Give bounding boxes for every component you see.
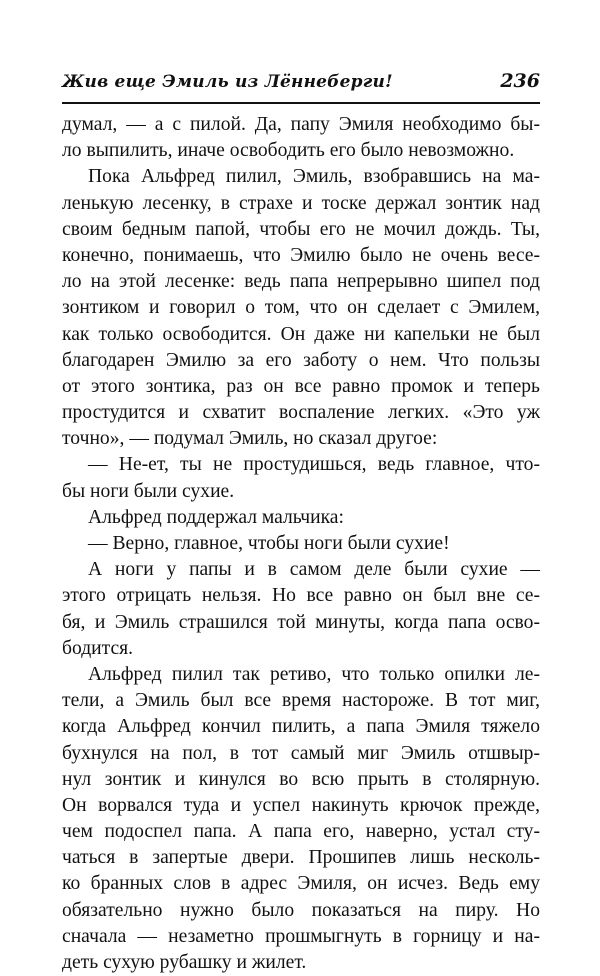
text-line: деть сухую рубашку и жилет. <box>62 952 307 973</box>
text-line: ло выпилить, иначе освободить его было невозможно. <box>62 140 515 162</box>
text-line: простудится и схватит воспаление легких. «Это уж <box>62 402 540 424</box>
text-line: сначала — незаметно прошмыгнуть в горницу и на- <box>62 925 540 947</box>
text-line: — Верно, главное, чтобы ноги были сухие! <box>88 533 450 554</box>
text-line: думал, — а с пилой. Да, папу Эмиля необходимо бы- <box>62 114 540 135</box>
text-line: тели, а Эмиль был все время настороже. В тот миг, <box>62 690 540 712</box>
text-line: чаться в запертые двери. Прошипев лишь несколь- <box>62 847 540 869</box>
body-text <box>62 112 540 976</box>
text-line: от этого зонтика, раз он все равно промок и теперь <box>62 375 540 397</box>
text-line: бухнулся на пол, в тот самый миг Эмиль отшвыр- <box>62 742 540 764</box>
text-line: зонтиком и говорил о том, что он сделает с Эмилем, <box>62 297 540 319</box>
text-line: когда Альфред кончил пилить, а папа Эмиля тяжело <box>62 716 540 738</box>
text-line: нул зонтик и кинулся во всю прыть в столярную. <box>62 768 540 790</box>
text-line: ло на этой лесенке: ведь папа непрерывно шипел под <box>62 271 540 293</box>
text-line: как только освободится. Он даже ни капельки не был <box>62 323 540 345</box>
text-line: Пока Альфред пилил, Эмиль, взобравшись на ма- <box>88 166 540 188</box>
text-line: своим бедным папой, чтобы его не мочил дождь. Ты, <box>62 218 540 240</box>
text-line: Он ворвался туда и успел накинуть крючок прежде, <box>62 794 540 816</box>
text-line: ленькую лесенку, в страхе и тоске держал зонтик над <box>62 192 540 214</box>
text-line: ко бранных слов в адрес Эмиля, он исчез. Ведь ему <box>62 873 540 895</box>
text-line: бодится. <box>62 637 134 659</box>
text-line: бя, и Эмиль страшился той минуты, когда папа осво- <box>62 611 540 633</box>
running-title: Жив еще Эмиль из Лённеберги! <box>62 72 393 92</box>
text-line: Альфред поддержал мальчика: <box>88 506 344 528</box>
text-line: точно», — подумал Эмиль, но сказал другое: <box>62 428 438 450</box>
text-line: этого отрицать нельзя. Но все равно он был вне се- <box>62 585 540 607</box>
running-head <box>62 72 540 102</box>
header-rule <box>62 102 540 104</box>
text-line: конечно, понимаешь, что Эмилю было не очень весе- <box>62 244 540 266</box>
page-number: 236 <box>500 70 540 92</box>
text-line: благодарен Эмилю за его заботу о нем. Что пользы <box>62 349 540 371</box>
text-line: обязательно нужно было показаться на пиру. Но <box>62 899 540 921</box>
text-line: Альфред пилил так ретиво, что только опилки ле- <box>88 663 540 685</box>
text-line: бы ноги были сухие. <box>62 480 235 502</box>
text-line: А ноги у папы и в самом деле были сухие — <box>88 559 540 581</box>
text-line: чем подоспел папа. А папа его, наверно, устал сту- <box>62 821 540 843</box>
text-line: — Не-ет, ты не простудишься, ведь главное, что- <box>88 454 540 476</box>
